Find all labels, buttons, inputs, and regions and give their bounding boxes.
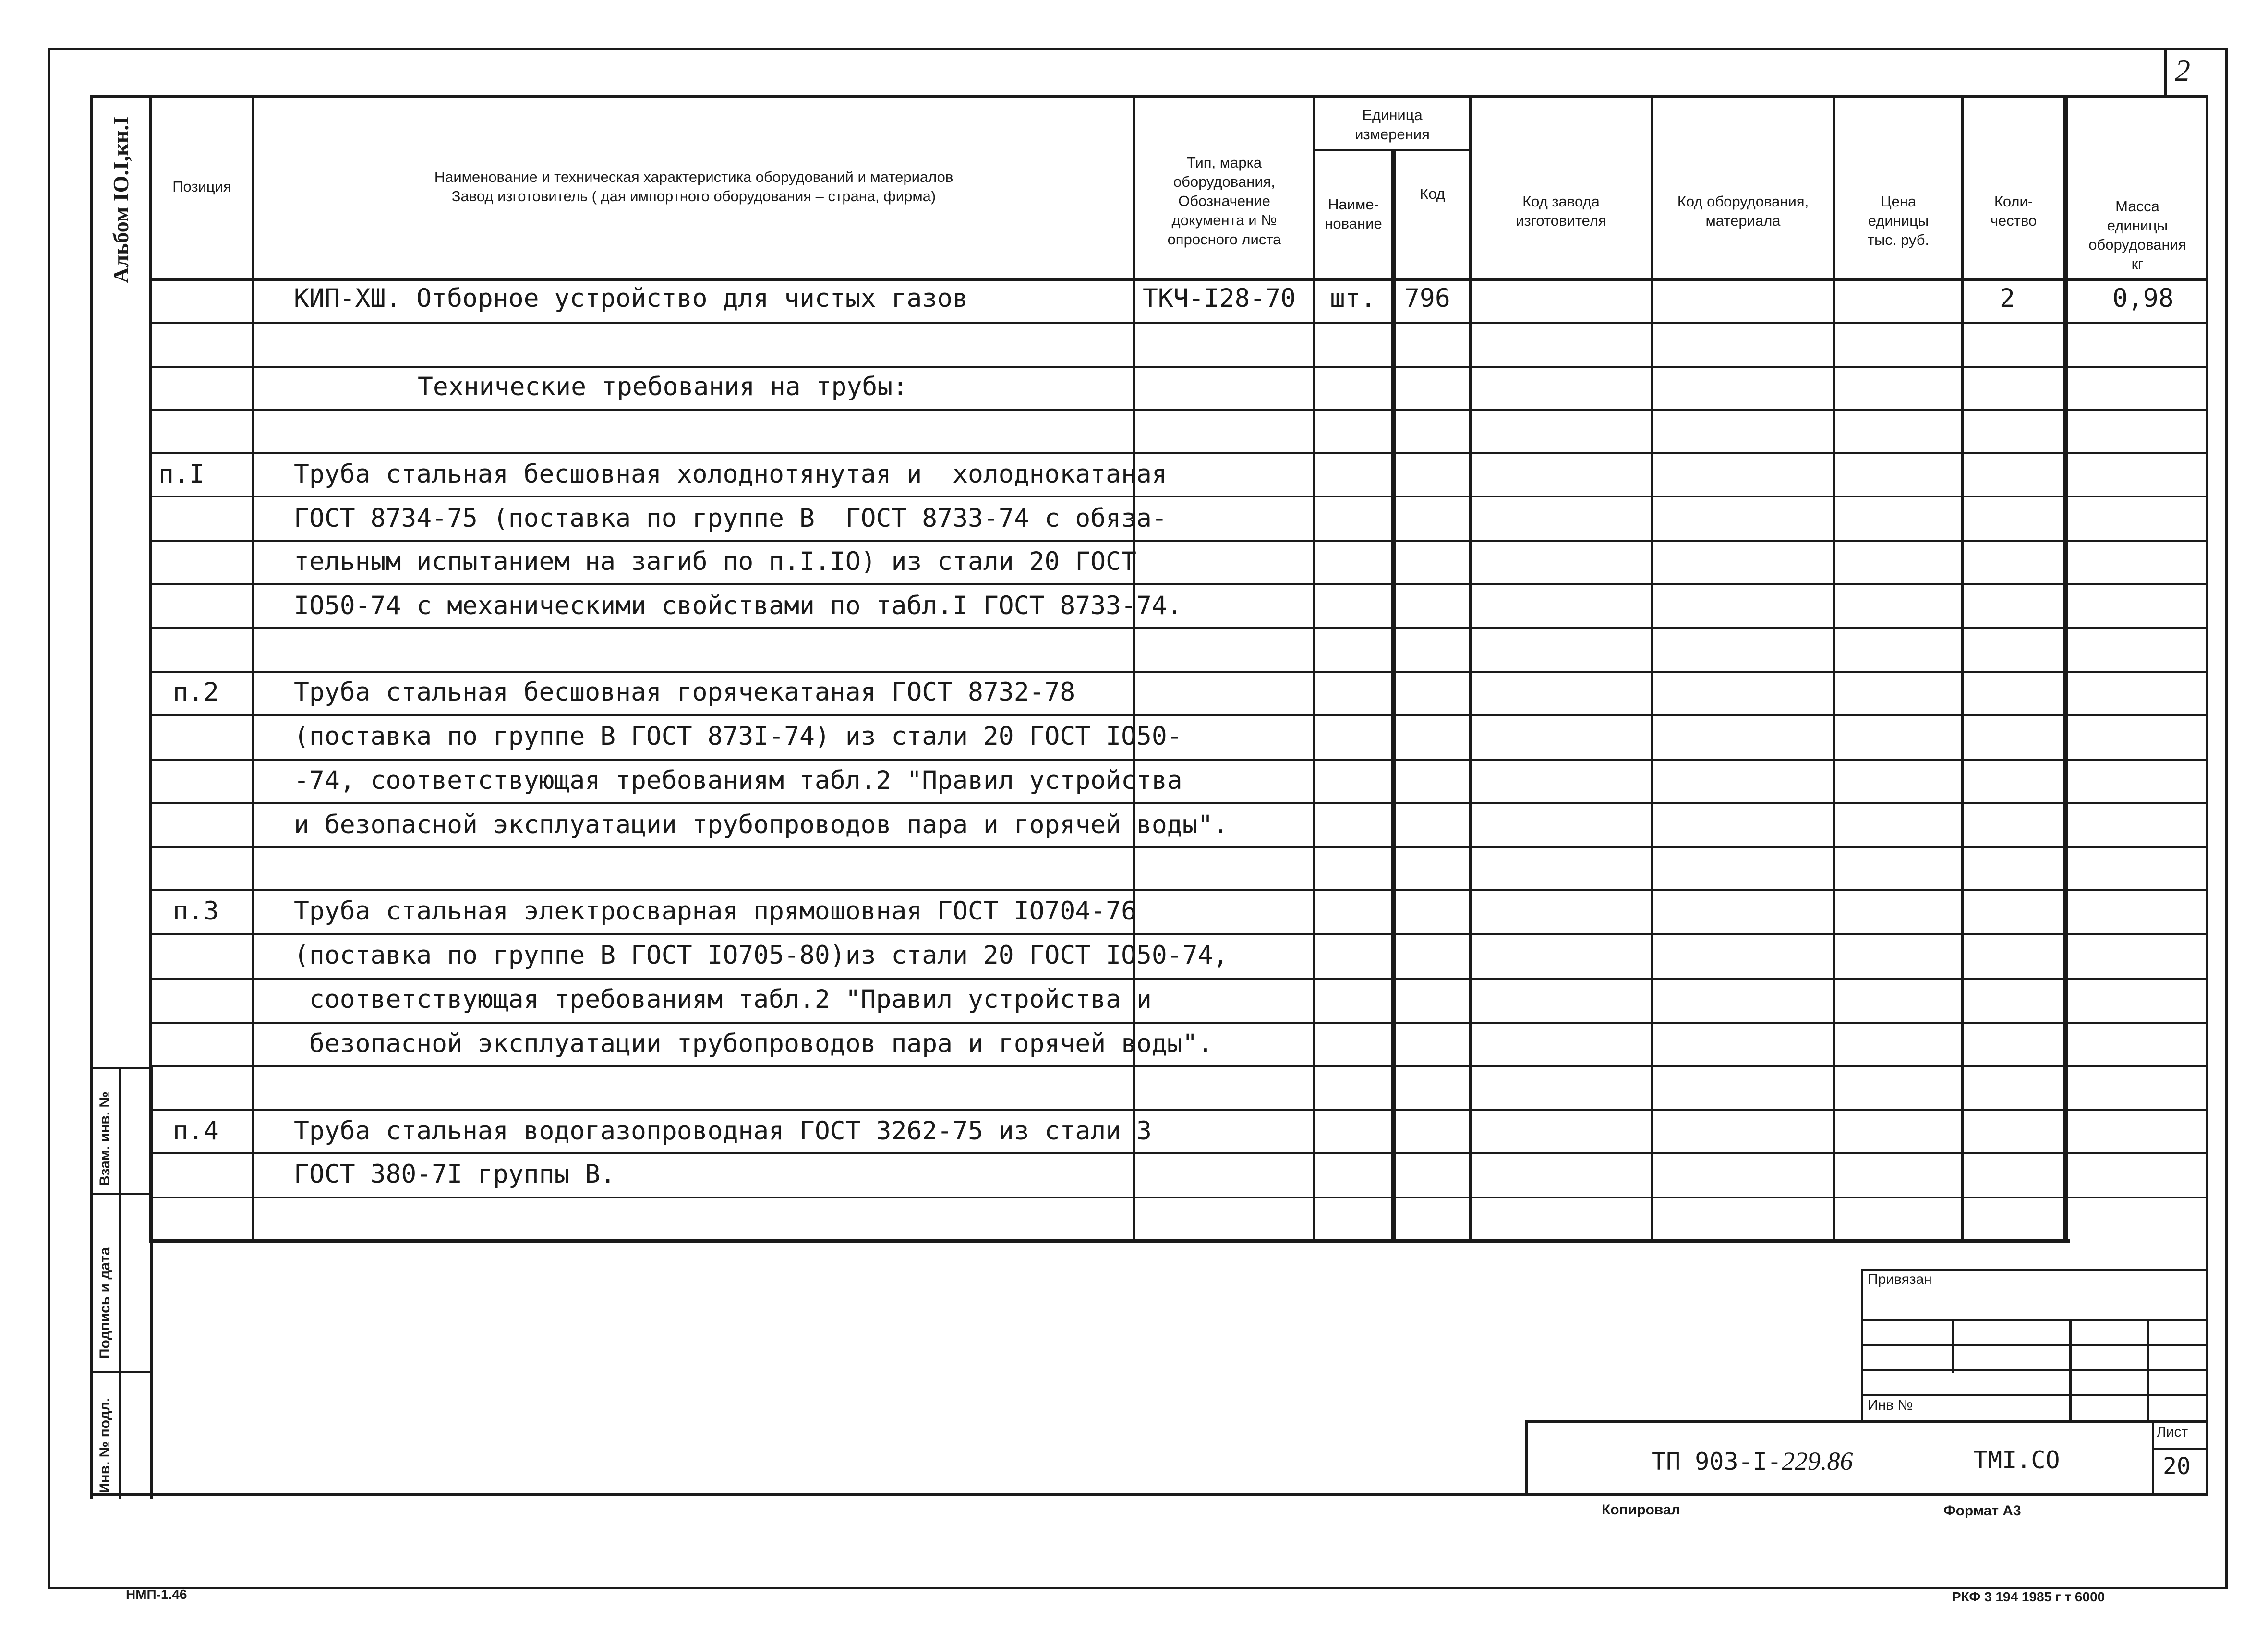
clause-line: Труба стальная бесшовная горячекатаная ГОСТ 8732-78 bbox=[294, 677, 1075, 707]
sheet-mark: 2 bbox=[2175, 53, 2190, 87]
clause-line: Труба стальная электросварная прямошовная ГОСТ IO704-76 bbox=[294, 896, 1136, 926]
privyazan-line bbox=[1861, 1319, 2208, 1321]
row-line bbox=[149, 1109, 2208, 1111]
header-unit-name: Наиме- нование bbox=[1325, 196, 1382, 232]
side-stamp-line bbox=[90, 1193, 153, 1195]
col-line bbox=[1651, 95, 1653, 1243]
col-line-bold bbox=[1391, 149, 1396, 1243]
stamp-podpis: Подпись и дата bbox=[97, 1247, 113, 1359]
doc-mark: TMI.CO bbox=[1973, 1446, 2060, 1474]
sheet-label: Лист bbox=[2157, 1424, 2188, 1440]
header-unit-code: Код bbox=[1420, 185, 1445, 202]
stamp-inv: Инв. № подл. bbox=[97, 1397, 113, 1493]
table-bottom-line bbox=[149, 1239, 2070, 1243]
clause-line: -74, соответствующая требованиям табл.2 "Правил устройства bbox=[294, 766, 1182, 795]
clause-line: ГОСТ 8734-75 (поставка по группе В ГОСТ 8733-74 с обяза- bbox=[294, 504, 1167, 533]
format-label: Формат А3 bbox=[1943, 1503, 2021, 1519]
header-position: Позиция bbox=[172, 178, 231, 195]
header-name: Наименование и техническая характеристика оборудований и материалов Завод изготовитель ( дая импортного оборудования – страна, фирма) bbox=[434, 169, 953, 205]
privyazan-line bbox=[1861, 1394, 2208, 1396]
album-label: Альбом IO.I,кн.I bbox=[109, 116, 133, 283]
privyazan-line bbox=[1861, 1344, 2208, 1346]
title-block-sheet-col bbox=[2152, 1420, 2154, 1496]
privyazan-label: Привязан bbox=[1868, 1271, 1932, 1287]
header-bottom-line bbox=[149, 278, 2208, 281]
header-type: Тип, марка оборудования, Обозначение документа и № опросного листа bbox=[1167, 154, 1281, 248]
stamp-vzam: Взам. инв. № bbox=[97, 1091, 113, 1186]
inv-no-label: Инв № bbox=[1868, 1397, 1913, 1413]
clause-line: тельным испытанием на загиб по п.I.IO) из стали 20 ГОСТ bbox=[294, 547, 1136, 576]
row-line bbox=[149, 846, 2208, 848]
privyazan-col bbox=[2069, 1319, 2072, 1420]
clause-line: и безопасной эксплуатации трубопроводов пара и горячей воды". bbox=[294, 810, 1229, 839]
clause-line: Труба стальная водогазопроводная ГОСТ 3262-75 из стали 3 bbox=[294, 1116, 1152, 1146]
row-line bbox=[149, 1152, 2208, 1154]
clause-line: (поставка по группе В ГОСТ 873I-74) из стали 20 ГОСТ IO50- bbox=[294, 722, 1182, 751]
row-line bbox=[149, 1065, 2208, 1067]
clause-position: п.3 bbox=[173, 896, 219, 926]
title-block-sheet-line bbox=[2152, 1448, 2208, 1450]
copied-label: Копировал bbox=[1602, 1502, 1680, 1518]
item-mass: 0,98 bbox=[2112, 284, 2174, 313]
row-line bbox=[149, 627, 2208, 629]
header-equip-code: Код оборудования, материала bbox=[1677, 193, 1809, 229]
privyazan-line bbox=[1861, 1369, 2208, 1371]
header-price: Цена единицы тыс. руб. bbox=[1867, 193, 1930, 248]
sheet-number: 20 bbox=[2163, 1453, 2191, 1480]
side-stamp-line bbox=[90, 1067, 153, 1069]
row-line bbox=[149, 802, 2208, 804]
row-line bbox=[149, 1197, 2208, 1198]
row-line bbox=[149, 409, 2208, 411]
row-line bbox=[149, 452, 2208, 454]
row-line bbox=[149, 671, 2208, 673]
clause-position: п.4 bbox=[173, 1116, 219, 1146]
clause-line: соответствующая требованиям табл.2 "Правил устройства и bbox=[294, 985, 1152, 1014]
row-line bbox=[149, 496, 2208, 497]
title-block bbox=[1525, 1420, 2208, 1496]
row-line bbox=[149, 583, 2208, 585]
row-line bbox=[149, 366, 2208, 368]
clause-line: (поставка по группе В ГОСТ IO705-80)из стали 20 ГОСТ IO50-74, bbox=[294, 941, 1229, 970]
row-line bbox=[149, 1022, 2208, 1024]
clause-line: безопасной эксплуатации трубопроводов пара и горячей воды". bbox=[294, 1029, 1213, 1058]
clause-line: Труба стальная бесшовная холоднотянутая и холоднокатаная bbox=[294, 460, 1167, 489]
header-factory-code: Код завода изготовителя bbox=[1516, 193, 1606, 229]
section-title: Технические требования на трубы: bbox=[418, 372, 908, 401]
clause-position: п.2 bbox=[173, 677, 219, 707]
clause-line: IO50-74 с механическими свойствами по табл.I ГОСТ 8733-74. bbox=[294, 591, 1182, 620]
clause-position: п.I bbox=[158, 460, 205, 489]
header-mass: Масса единицы оборудования кг bbox=[2088, 198, 2186, 272]
col-line bbox=[1833, 95, 1835, 1243]
doc-code: ТП 903-I-229.86 bbox=[1652, 1447, 1853, 1476]
row-line bbox=[149, 322, 2208, 324]
col-line bbox=[1961, 95, 1964, 1243]
privyazan-col bbox=[2147, 1319, 2149, 1420]
item-unit: шт. bbox=[1330, 284, 1376, 313]
sheet-mark-divider bbox=[2164, 48, 2167, 98]
row-line bbox=[149, 978, 2208, 980]
privyazan-col bbox=[1952, 1319, 1954, 1373]
item-qty: 2 bbox=[2000, 284, 2015, 313]
clause-line: ГОСТ 380-7I группы В. bbox=[294, 1160, 616, 1189]
row-line bbox=[149, 540, 2208, 542]
side-stamp-divider bbox=[119, 1067, 121, 1499]
row-line bbox=[149, 714, 2208, 716]
header-unit-group: Единица измерения bbox=[1355, 107, 1430, 143]
row-line bbox=[149, 759, 2208, 761]
item-type: ТКЧ-I28-70 bbox=[1143, 284, 1296, 313]
row-line bbox=[149, 933, 2208, 935]
right-print-code: РКФ 3 194 1985 г т 6000 bbox=[1952, 1589, 2105, 1604]
left-print-code: НМП-1.46 bbox=[126, 1587, 187, 1602]
item-code: 796 bbox=[1404, 284, 1450, 313]
row-line bbox=[149, 889, 2208, 891]
col-line-bold bbox=[2063, 95, 2068, 1243]
header-qty: Коли- чество bbox=[1990, 193, 2037, 229]
item-name: КИП-ХШ. Отборное устройство для чистых газов bbox=[294, 284, 968, 313]
col-line bbox=[1469, 95, 1472, 1243]
side-stamp-line bbox=[90, 1371, 153, 1373]
